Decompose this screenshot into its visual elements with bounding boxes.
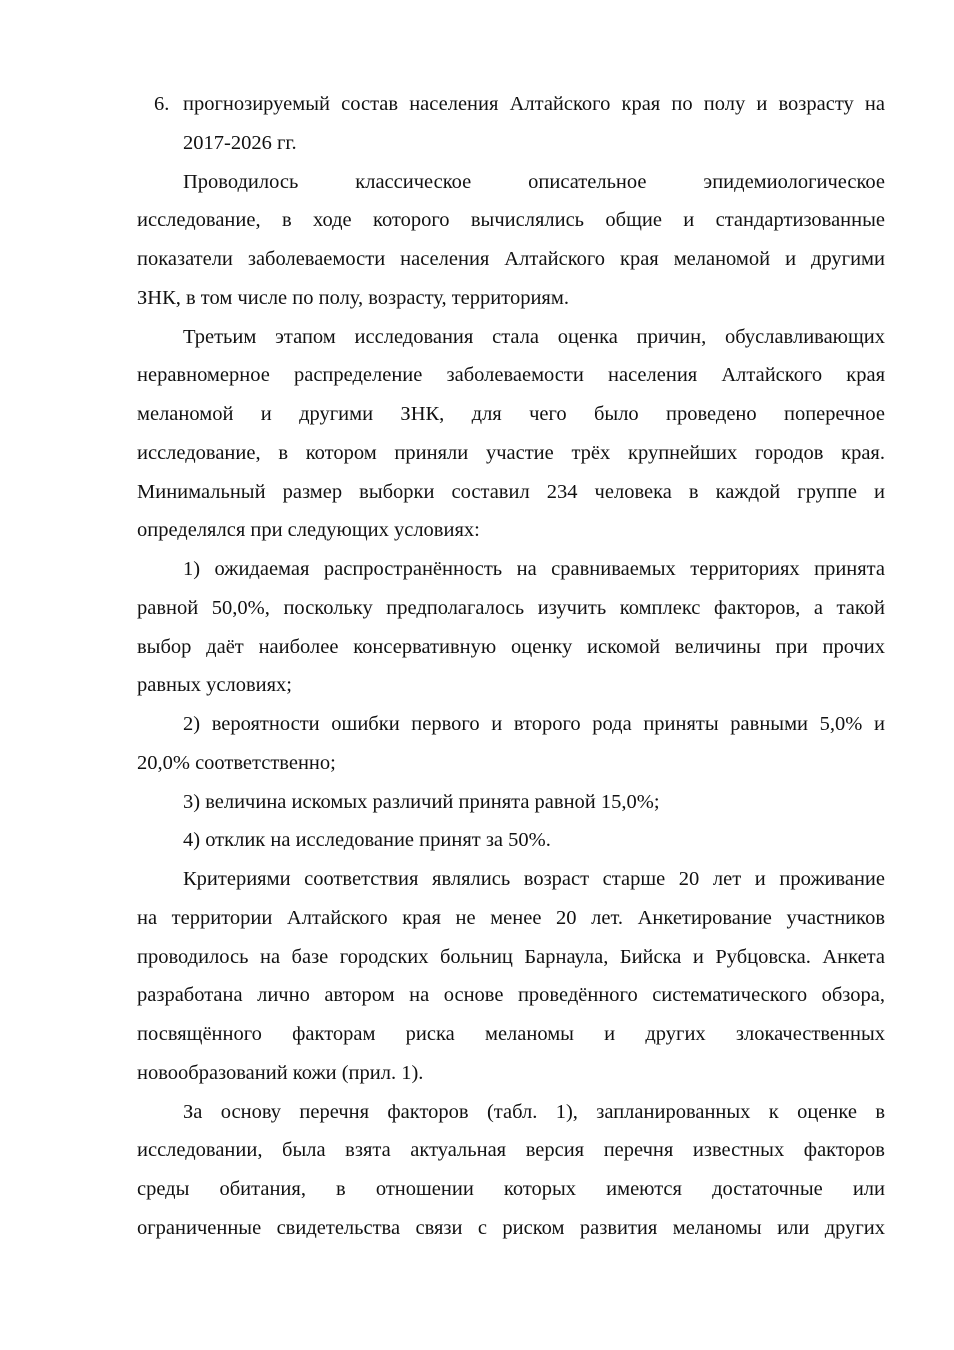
paragraph-line: определялся при следующих условиях:	[137, 519, 480, 542]
paragraph-line: 2) вероятности ошибки первого и второго рода приняты равными 5,0% и	[183, 713, 885, 735]
body-text	[137, 85, 885, 1248]
paragraph-line: 4) отклик на исследование принят за 50%.	[183, 829, 551, 852]
paragraph-line: Критериями соответствия являлись возраст старше 20 лет и проживание	[183, 868, 885, 890]
paragraph-line: проводилось на базе городских больниц Барнаула, Бийска и Рубцовска. Анкета	[137, 945, 885, 968]
paragraph-line: Третьим этапом исследования стала оценка причин, обуславливающих	[183, 325, 885, 348]
paragraph-line: исследовании, была взята актуальная версия перечня известных факторов	[137, 1139, 885, 1162]
paragraph-line: исследование, в котором приняли участие трёх крупнейших городов края.	[137, 441, 885, 464]
paragraph	[137, 550, 885, 705]
paragraph-line: показатели заболеваемости населения Алтайского края меланомой и другими	[137, 248, 885, 270]
paragraph-line: меланомой и другими ЗНК, для чего было проведено поперечное	[137, 403, 885, 425]
paragraph	[137, 821, 885, 860]
paragraph-line: ЗНК, в том числе по полу, возрасту, территориям.	[137, 286, 569, 309]
list-item	[137, 85, 885, 163]
paragraph-line: исследование, в ходе которого вычислялись общие и стандартизованные	[137, 209, 885, 232]
paragraph-line: новообразований кожи (прил. 1).	[137, 1061, 424, 1084]
paragraph	[137, 163, 885, 318]
paragraph-line: За основу перечня факторов (табл. 1), запланированных к оценке в	[183, 1100, 885, 1123]
paragraph-line: 3) величина искомых различий принята равной 15,0%;	[183, 790, 660, 813]
paragraph-line: разработана лично автором на основе проведённого систематического обзора,	[137, 984, 885, 1007]
paragraph-line: равной 50,0%, поскольку предполагалось изучить комплекс факторов, а такой	[137, 596, 885, 619]
paragraph-line: равных условиях;	[137, 674, 293, 697]
paragraph	[137, 318, 885, 551]
paragraph-line: Проводилось классическое описательное эпидемиологическое	[183, 170, 885, 193]
paragraph	[137, 705, 885, 783]
paragraph-line: выбор даёт наиболее консервативную оценку искомой величины при прочих	[137, 635, 885, 658]
paragraph-line: неравномерное распределение заболеваемости населения Алтайского края	[137, 364, 885, 387]
paragraph	[137, 783, 885, 822]
paragraph-line: среды обитания, в отношении которых имеются достаточные или	[137, 1178, 885, 1200]
list-item-line: 6. прогнозируемый состав населения Алтайского края по полу и возрасту на	[137, 85, 885, 124]
paragraph-line: Минимальный размер выборки составил 234 человека в каждой группе и	[137, 480, 885, 503]
paragraph	[137, 860, 885, 1093]
paragraph-line: 1) ожидаемая распространённость на сравниваемых территориях принята	[183, 558, 885, 580]
paragraph-line: на территории Алтайского края не менее 20 лет. Анкетирование участников	[137, 906, 885, 929]
paragraph-line: ограниченные свидетельства связи с риском развития меланомы или других	[137, 1216, 885, 1239]
list-item-number: 6.	[154, 93, 170, 115]
paragraph	[137, 1093, 885, 1248]
paragraph-line: 20,0% соответственно;	[137, 751, 336, 774]
paragraph-line: посвящённого факторам риска меланомы и других злокачественных	[137, 1023, 885, 1045]
list-item-line: 2017-2026 гг.	[183, 131, 297, 154]
